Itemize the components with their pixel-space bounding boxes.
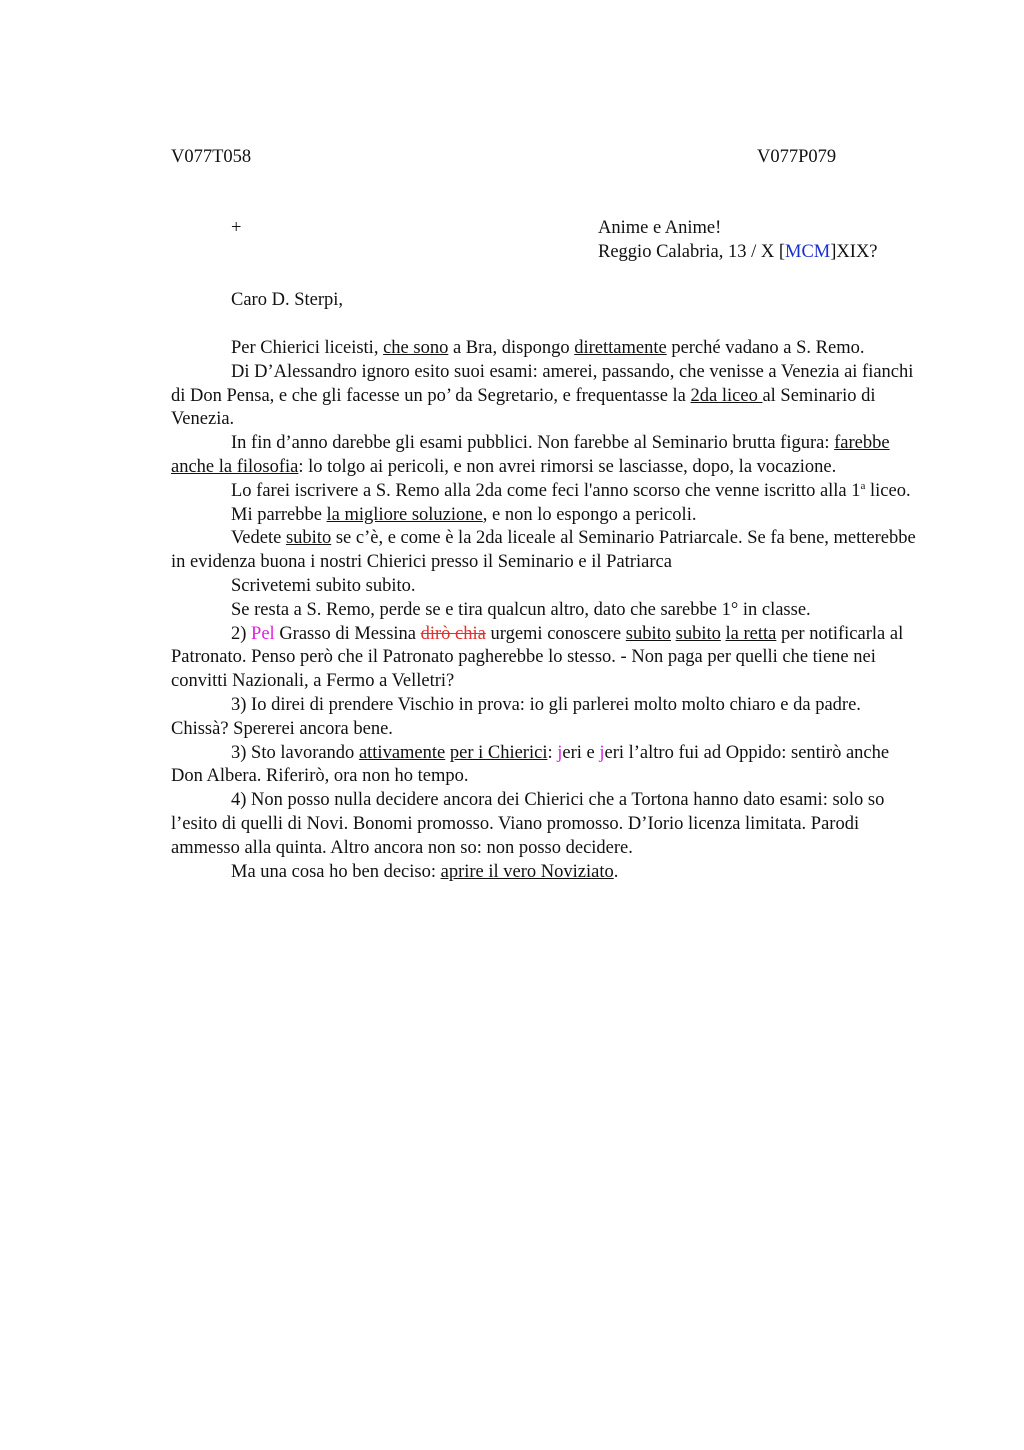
paragraph bbox=[171, 504, 923, 528]
text-run: se c’è, e come è la 2da liceale al Seminario Patriarcale. Se fa bene, metterebbe in evidenza buona i nostri Chierici presso il Seminario e il Patriarca bbox=[171, 528, 916, 573]
text-run: In fin d’anno darebbe gli esami pubblici. Non farebbe al Seminario brutta figura: bbox=[231, 433, 835, 454]
underlined-text: per i Chierici bbox=[449, 742, 548, 763]
underlined-text: subito bbox=[285, 528, 332, 549]
paragraph bbox=[171, 623, 923, 694]
text-run: . bbox=[613, 861, 619, 882]
text-run: 3) Sto lavorando bbox=[231, 742, 359, 763]
document-code-left: V077T058 bbox=[171, 147, 252, 167]
underlined-text: direttamente bbox=[574, 338, 667, 358]
text-run: per notificarla al Patronato. Penso però che il Patronato pagherebbe lo stesso. - Non paga per quelli che tiene nei convitti Nazionali, a Fermo a Velletri? bbox=[171, 623, 904, 692]
underlined-text: subito bbox=[625, 623, 672, 644]
text-run: : lo tolgo ai pericoli, e non avrei rimorsi se lasciasse, dopo, la vocazione. bbox=[298, 456, 837, 477]
text-run: : bbox=[547, 742, 558, 763]
text-run: , e non lo espongo a pericoli. bbox=[482, 504, 697, 525]
date-prefix: Reggio Calabria, 13 / X [ bbox=[598, 242, 786, 262]
text-run: perché vadano a S. Remo. bbox=[666, 338, 865, 358]
paragraph bbox=[171, 575, 923, 599]
paragraph bbox=[171, 432, 923, 480]
text-run: Se resta a S. Remo, perde se e tira qualcun altro, dato che sarebbe 1° in classe. bbox=[231, 599, 811, 620]
inserted-text: Pel bbox=[251, 623, 275, 644]
underlined-text: 2da liceo bbox=[690, 385, 763, 406]
date-suffix: ]XIX? bbox=[830, 242, 878, 262]
text-run: 4) Non posso nulla decidere ancora dei Chierici che a Tortona hanno dato esami: solo so l’esito di quelli di Novi. Bonomi promosso. Viano promosso. D’Iorio licenza limitata. Parodi ammesso alla quinta. Altro ancora non so: non posso decidere. bbox=[171, 790, 885, 858]
letter-body bbox=[171, 337, 923, 884]
paragraph bbox=[171, 599, 923, 623]
superscript: a bbox=[860, 479, 866, 492]
paragraph bbox=[171, 789, 923, 860]
document-code-right: V077P079 bbox=[757, 147, 837, 167]
text-run: 3) Io direi di prendere Vischio in prova: io gli parlerei molto molto chiaro e da padre. Chissà? Spererei ancora bene. bbox=[171, 694, 861, 739]
paragraph bbox=[171, 361, 923, 432]
deleted-text: dirò chia bbox=[420, 623, 486, 644]
text-run: urgemi conoscere bbox=[485, 623, 626, 644]
dateline bbox=[598, 242, 878, 263]
paragraph bbox=[171, 527, 923, 575]
salutation: Caro D. Sterpi, bbox=[231, 290, 344, 310]
paragraph bbox=[171, 742, 923, 790]
cross-mark: + bbox=[231, 218, 242, 238]
text-run: eri l’altro fui ad Oppido: sentirò anche Don Albera. Riferirò, ora non ho tempo. bbox=[171, 742, 890, 787]
text-run: a Bra, dispongo bbox=[448, 338, 575, 358]
editorial-insertion: MCM bbox=[785, 242, 831, 262]
underlined-text: che sono bbox=[383, 338, 449, 358]
text-run: al Seminario di Venezia. bbox=[171, 385, 876, 430]
underlined-text: aprire il vero Noviziato bbox=[440, 861, 614, 882]
text-run: eri e bbox=[562, 742, 600, 763]
text-run: Lo farei iscrivere a S. Remo alla 2da come feci l'anno scorso che venne iscritto alla 1 bbox=[231, 480, 861, 501]
text-run: Ma una cosa ho ben deciso: bbox=[231, 861, 441, 882]
underlined-text: farebbe anche la filosofia bbox=[171, 433, 890, 477]
text-run: Per Chierici liceisti, bbox=[231, 338, 384, 358]
text-run: 2) bbox=[231, 623, 252, 644]
paragraph bbox=[171, 861, 923, 885]
inserted-text: j bbox=[557, 742, 563, 763]
underlined-text: la migliore soluzione bbox=[326, 504, 483, 525]
paragraph bbox=[171, 480, 923, 504]
text-run: Di D’Alessandro ignoro esito suoi esami: amerei, passando, che venisse a Venezia ai fianchi di Don Pensa, e che gli facesse un po’ da Segretario, e frequentasse la bbox=[171, 361, 914, 406]
text-run: Mi parrebbe bbox=[231, 504, 327, 525]
inserted-text: j bbox=[599, 742, 605, 763]
paragraph bbox=[171, 694, 923, 742]
text-run: Scrivetemi subito subito. bbox=[231, 575, 416, 596]
text-run: liceo. bbox=[865, 480, 911, 501]
text-run: Vedete bbox=[231, 528, 286, 549]
underlined-text: subito bbox=[675, 623, 721, 644]
text-run: Grasso di Messina bbox=[274, 623, 421, 644]
paragraph bbox=[171, 337, 923, 361]
underlined-text: attivamente bbox=[358, 742, 446, 763]
underlined-text: la retta bbox=[725, 623, 777, 644]
motto: Anime e Anime! bbox=[598, 218, 722, 238]
